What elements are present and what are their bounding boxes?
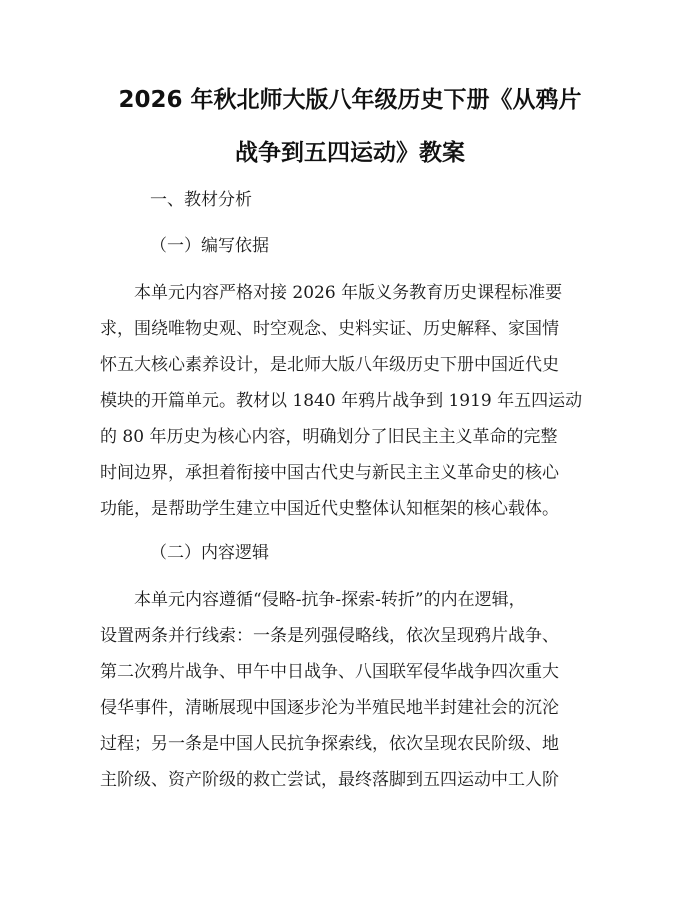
- paragraph-line: 本单元内容遵循“侵略-抗争-探索-转折”的内在逻辑，: [134, 590, 526, 610]
- paragraph-line: 怀五大核心素养设计，是北师大版八年级历史下册中国近代史: [100, 355, 559, 375]
- subsection-heading-logic: （二）内容逻辑: [150, 543, 269, 563]
- paragraph-line: 过程；另一条是中国人民抗争探索线，依次呈现农民阶级、地: [100, 734, 559, 754]
- paragraph-line: 第二次鸦片战争、甲午中日战争、八国联军侵华战争四次重大: [100, 662, 559, 682]
- document-title-line-1: 2026 年秋北师大版八年级历史下册《从鸦片: [118, 87, 582, 113]
- subsection-heading-basis: （一）编写依据: [150, 236, 269, 256]
- paragraph-line: 设置两条并行线索：一条是列强侵略线，依次呈现鸦片战争、: [100, 626, 559, 646]
- paragraph-line: 本单元内容严格对接 2026 年版义务教育历史课程标准要: [134, 283, 563, 303]
- paragraph-line: 侵华事件，清晰展现中国逐步沦为半殖民地半封建社会的沉沦: [100, 698, 559, 718]
- paragraph-line: 的 80 年历史为核心内容，明确划分了旧民主主义革命的完整: [100, 427, 558, 447]
- paragraph-line: 主阶级、资产阶级的救亡尝试，最终落脚到五四运动中工人阶: [100, 770, 559, 790]
- paragraph-line: 模块的开篇单元。教材以 1840 年鸦片战争到 1919 年五四运动: [100, 391, 583, 411]
- paragraph-line: 功能，是帮助学生建立中国近代史整体认知框架的核心载体。: [100, 499, 559, 519]
- section-heading-analysis: 一、教材分析: [150, 190, 252, 210]
- paragraph-line: 时间边界，承担着衔接中国古代史与新民主主义革命史的核心: [100, 463, 559, 483]
- paragraph-line: 求，围绕唯物史观、时空观念、史料实证、历史解释、家国情: [100, 319, 559, 339]
- document-title-line-2: 战争到五四运动》教案: [235, 140, 465, 166]
